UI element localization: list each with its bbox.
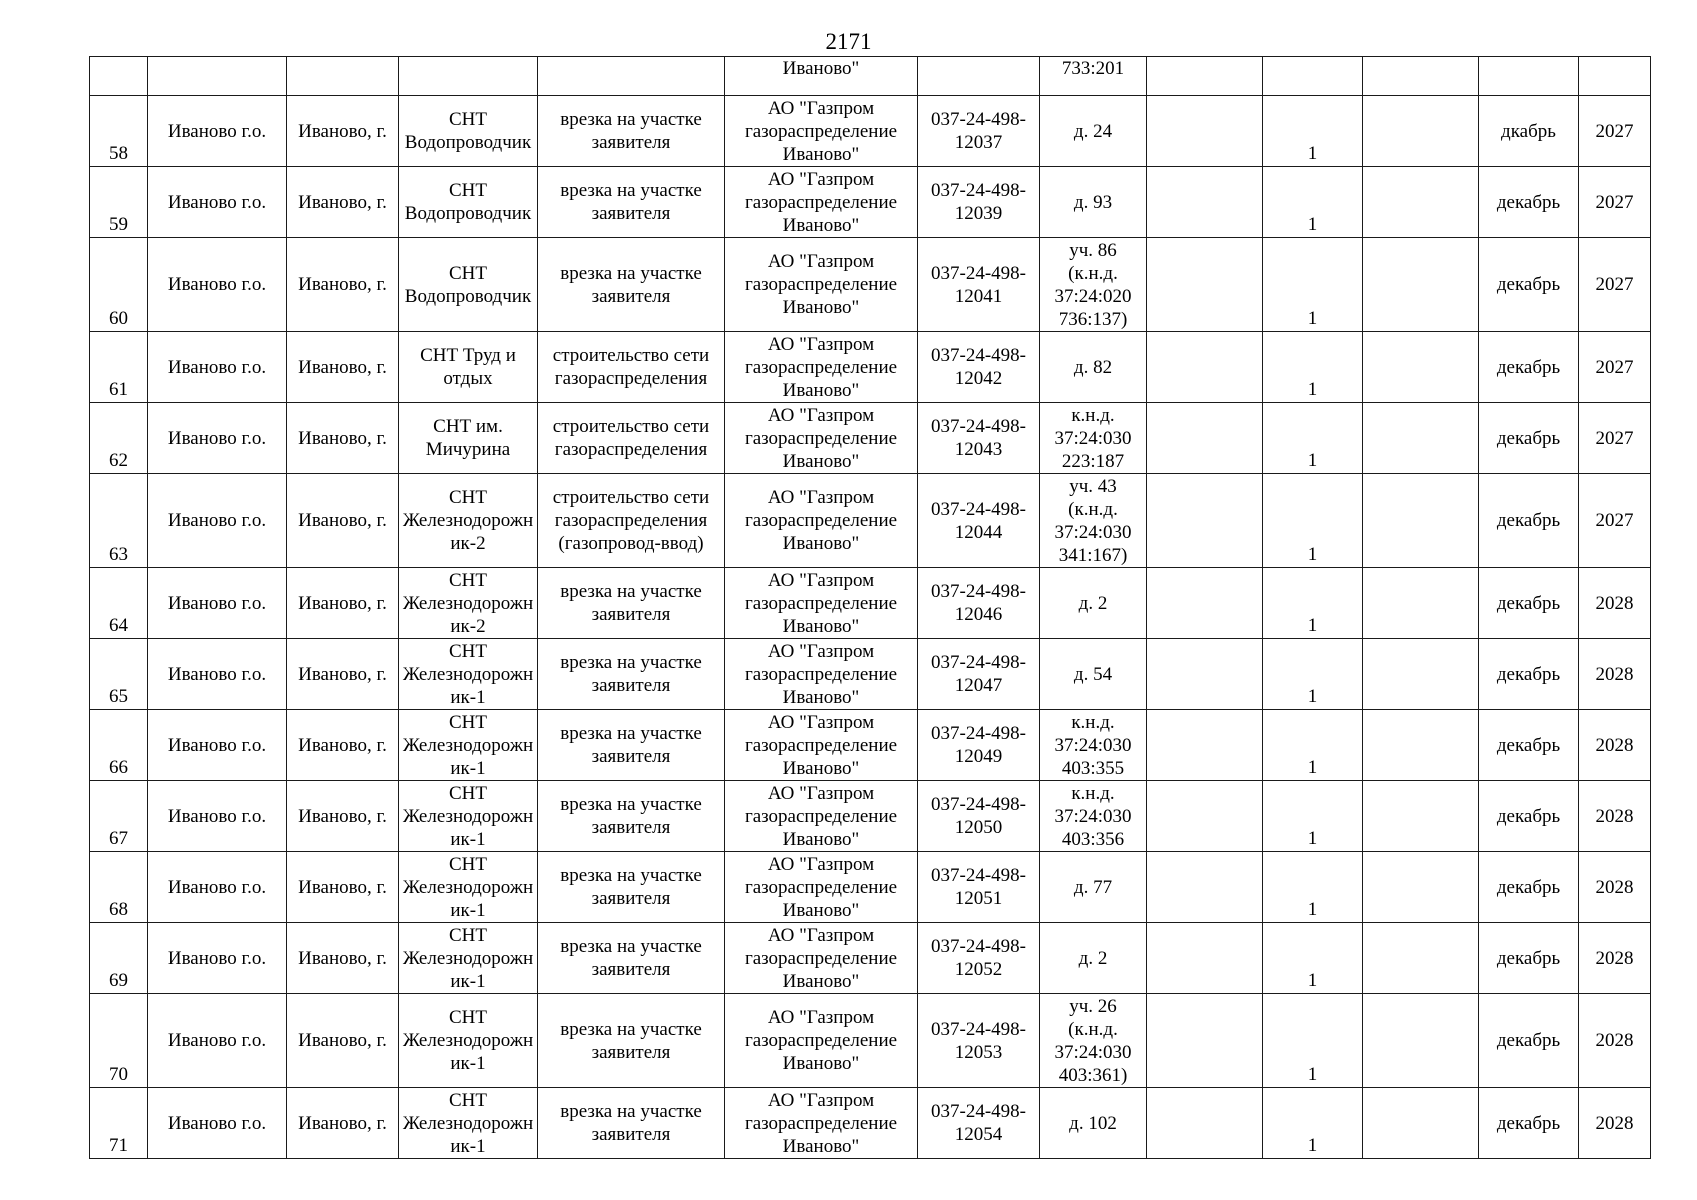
cell-code: 037-24-498-12041 (918, 238, 1040, 332)
cell-month: декабрь (1479, 332, 1579, 403)
cell-object: д. 2 (1040, 568, 1147, 639)
cell-quantity: 1 (1263, 994, 1363, 1088)
cell-provider: АО "Газпром газораспределение Иваново" (725, 96, 918, 167)
cell-code: 037-24-498-12054 (918, 1088, 1040, 1159)
cell-provider: АО "Газпром газораспределение Иваново" (725, 238, 918, 332)
cell-month: декабрь (1479, 781, 1579, 852)
cell-empty (1363, 852, 1479, 923)
table-row (90, 238, 1651, 332)
cell-year: 2028 (1579, 852, 1651, 923)
cell-number: 59 (90, 167, 148, 238)
cell-number: 63 (90, 474, 148, 568)
cell-code: 037-24-498-12043 (918, 403, 1040, 474)
cell-number: 67 (90, 781, 148, 852)
cell-location: СНТ Железнодорожник-1 (399, 1088, 538, 1159)
continuation-row (90, 57, 1651, 96)
cell-empty (1147, 639, 1263, 710)
cell-settlement: Иваново, г. (287, 923, 399, 994)
table-row (90, 994, 1651, 1088)
cell-location: СНТ Железнодорожник-1 (399, 852, 538, 923)
cell-quantity: 1 (1263, 781, 1363, 852)
cell-year: 2027 (1579, 167, 1651, 238)
cell-settlement: Иваново, г. (287, 96, 399, 167)
cell-number: 71 (90, 1088, 148, 1159)
cell-month: декабрь (1479, 710, 1579, 781)
cell-settlement: Иваново, г. (287, 639, 399, 710)
cell-number: 60 (90, 238, 148, 332)
cell-year: 2028 (1579, 710, 1651, 781)
table-row (90, 474, 1651, 568)
cell-provider: АО "Газпром газораспределение Иваново" (725, 639, 918, 710)
cell-empty (1147, 96, 1263, 167)
cell-object: к.н.д. 37:24:030 403:355 (1040, 710, 1147, 781)
cell-empty (918, 57, 1040, 96)
cell-empty (1263, 57, 1363, 96)
cell-provider: АО "Газпром газораспределение Иваново" (725, 852, 918, 923)
cell-location: СНТ Железнодорожник-2 (399, 474, 538, 568)
cell-location: СНТ Труд и отдых (399, 332, 538, 403)
cell-number: 62 (90, 403, 148, 474)
cell-code: 037-24-498-12046 (918, 568, 1040, 639)
cell-empty (1579, 57, 1651, 96)
cell-object: д. 93 (1040, 167, 1147, 238)
cell-work-type: врезка на участке заявителя (538, 167, 725, 238)
cell-provider: АО "Газпром газораспределение Иваново" (725, 568, 918, 639)
cell-work-type: врезка на участке заявителя (538, 96, 725, 167)
cell-location: СНТ Водопроводчик (399, 238, 538, 332)
table-row (90, 639, 1651, 710)
cell-empty (1363, 238, 1479, 332)
cell-empty (1147, 852, 1263, 923)
cell-provider: АО "Газпром газораспределение Иваново" (725, 781, 918, 852)
cell-month: декабрь (1479, 923, 1579, 994)
cell-empty (1363, 639, 1479, 710)
cell-work-type: строительство сети газораспределения (538, 403, 725, 474)
cell-empty (1147, 474, 1263, 568)
cell-number: 65 (90, 639, 148, 710)
cell-municipality: Иваново г.о. (148, 639, 287, 710)
cell-settlement: Иваново, г. (287, 852, 399, 923)
cell-code: 037-24-498-12049 (918, 710, 1040, 781)
cell-number: 70 (90, 994, 148, 1088)
cell-month: декабрь (1479, 852, 1579, 923)
cell-provider: АО "Газпром газораспределение Иваново" (725, 403, 918, 474)
cell-empty (538, 57, 725, 96)
cell-municipality: Иваново г.о. (148, 852, 287, 923)
cell-empty (1363, 332, 1479, 403)
cell-quantity: 1 (1263, 403, 1363, 474)
cell-quantity: 1 (1263, 1088, 1363, 1159)
cell-empty (1147, 332, 1263, 403)
cell-month: декабрь (1479, 238, 1579, 332)
cell-year: 2028 (1579, 639, 1651, 710)
cell-code: 037-24-498-12050 (918, 781, 1040, 852)
cell-municipality: Иваново г.о. (148, 474, 287, 568)
cell-provider: АО "Газпром газораспределение Иваново" (725, 167, 918, 238)
cell-empty (1479, 57, 1579, 96)
cell-number: 58 (90, 96, 148, 167)
cell-quantity: 1 (1263, 639, 1363, 710)
table-row (90, 96, 1651, 167)
cell-empty (1147, 57, 1263, 96)
cell-settlement: Иваново, г. (287, 238, 399, 332)
cell-work-type: врезка на участке заявителя (538, 639, 725, 710)
cell-year: 2028 (1579, 923, 1651, 994)
cell-empty (287, 57, 399, 96)
cell-settlement: Иваново, г. (287, 568, 399, 639)
register-body (90, 57, 1651, 1159)
cell-month: декабрь (1479, 1088, 1579, 1159)
table-row (90, 403, 1651, 474)
cell-location: СНТ Железнодорожник-2 (399, 568, 538, 639)
cell-empty (1147, 568, 1263, 639)
table-row (90, 1088, 1651, 1159)
cell-work-type: врезка на участке заявителя (538, 781, 725, 852)
cell-municipality: Иваново г.о. (148, 238, 287, 332)
cell-object: 733:201 (1040, 57, 1147, 96)
cell-empty (1147, 781, 1263, 852)
cell-empty (399, 57, 538, 96)
page-number: 2171 (825, 29, 872, 54)
cell-quantity: 1 (1263, 923, 1363, 994)
cell-work-type: врезка на участке заявителя (538, 710, 725, 781)
cell-provider: АО "Газпром газораспределение Иваново" (725, 332, 918, 403)
cell-settlement: Иваново, г. (287, 474, 399, 568)
cell-empty (1363, 568, 1479, 639)
cell-empty (1363, 1088, 1479, 1159)
cell-settlement: Иваново, г. (287, 403, 399, 474)
cell-settlement: Иваново, г. (287, 994, 399, 1088)
cell-location: СНТ Железнодорожник-1 (399, 781, 538, 852)
cell-empty (1147, 710, 1263, 781)
cell-object: к.н.д. 37:24:030 223:187 (1040, 403, 1147, 474)
cell-provider: АО "Газпром газораспределение Иваново" (725, 474, 918, 568)
cell-month: дкабрь (1479, 96, 1579, 167)
cell-quantity: 1 (1263, 474, 1363, 568)
cell-municipality: Иваново г.о. (148, 167, 287, 238)
cell-number: 64 (90, 568, 148, 639)
table-row (90, 710, 1651, 781)
cell-location: СНТ Водопроводчик (399, 167, 538, 238)
cell-empty (1363, 710, 1479, 781)
cell-empty (1147, 994, 1263, 1088)
cell-month: декабрь (1479, 474, 1579, 568)
cell-location: СНТ Водопроводчик (399, 96, 538, 167)
cell-location: СНТ им. Мичурина (399, 403, 538, 474)
cell-settlement: Иваново, г. (287, 781, 399, 852)
cell-provider: Иваново" (725, 57, 918, 96)
table-row (90, 852, 1651, 923)
cell-number: 68 (90, 852, 148, 923)
cell-work-type: врезка на участке заявителя (538, 994, 725, 1088)
cell-quantity: 1 (1263, 96, 1363, 167)
cell-object: к.н.д. 37:24:030 403:356 (1040, 781, 1147, 852)
cell-code: 037-24-498-12053 (918, 994, 1040, 1088)
table-row (90, 332, 1651, 403)
cell-work-type: строительство сети газораспределения (538, 332, 725, 403)
cell-work-type: строительство сети газораспределения (газопровод-ввод) (538, 474, 725, 568)
cell-number: 66 (90, 710, 148, 781)
cell-empty (90, 57, 148, 96)
cell-year: 2028 (1579, 568, 1651, 639)
cell-empty (1363, 781, 1479, 852)
cell-number: 69 (90, 923, 148, 994)
cell-empty (1147, 923, 1263, 994)
cell-month: декабрь (1479, 167, 1579, 238)
cell-empty (1363, 994, 1479, 1088)
cell-settlement: Иваново, г. (287, 1088, 399, 1159)
cell-year: 2028 (1579, 1088, 1651, 1159)
cell-provider: АО "Газпром газораспределение Иваново" (725, 1088, 918, 1159)
cell-municipality: Иваново г.о. (148, 96, 287, 167)
cell-location: СНТ Железнодорожник-1 (399, 994, 538, 1088)
cell-year: 2027 (1579, 96, 1651, 167)
cell-work-type: врезка на участке заявителя (538, 1088, 725, 1159)
cell-year: 2028 (1579, 994, 1651, 1088)
cell-object: уч. 26 (к.н.д. 37:24:030 403:361) (1040, 994, 1147, 1088)
cell-quantity: 1 (1263, 710, 1363, 781)
cell-empty (1363, 474, 1479, 568)
cell-settlement: Иваново, г. (287, 167, 399, 238)
cell-work-type: врезка на участке заявителя (538, 568, 725, 639)
cell-municipality: Иваново г.о. (148, 994, 287, 1088)
cell-empty (1147, 1088, 1263, 1159)
cell-year: 2027 (1579, 474, 1651, 568)
cell-municipality: Иваново г.о. (148, 332, 287, 403)
cell-quantity: 1 (1263, 332, 1363, 403)
cell-year: 2027 (1579, 403, 1651, 474)
cell-empty (1363, 923, 1479, 994)
cell-code: 037-24-498-12052 (918, 923, 1040, 994)
table-row (90, 923, 1651, 994)
cell-empty (1363, 403, 1479, 474)
cell-municipality: Иваново г.о. (148, 781, 287, 852)
cell-municipality: Иваново г.о. (148, 710, 287, 781)
table-row (90, 568, 1651, 639)
cell-empty (1147, 403, 1263, 474)
cell-location: СНТ Железнодорожник-1 (399, 639, 538, 710)
cell-month: декабрь (1479, 639, 1579, 710)
cell-object: д. 24 (1040, 96, 1147, 167)
cell-year: 2028 (1579, 781, 1651, 852)
cell-quantity: 1 (1263, 238, 1363, 332)
cell-object: уч. 86 (к.н.д. 37:24:020 736:137) (1040, 238, 1147, 332)
cell-code: 037-24-498-12039 (918, 167, 1040, 238)
cell-municipality: Иваново г.о. (148, 923, 287, 994)
cell-object: д. 82 (1040, 332, 1147, 403)
cell-municipality: Иваново г.о. (148, 568, 287, 639)
cell-empty (1147, 167, 1263, 238)
cell-location: СНТ Железнодорожник-1 (399, 710, 538, 781)
cell-work-type: врезка на участке заявителя (538, 923, 725, 994)
cell-quantity: 1 (1263, 167, 1363, 238)
cell-object: д. 77 (1040, 852, 1147, 923)
cell-code: 037-24-498-12042 (918, 332, 1040, 403)
cell-code: 037-24-498-12044 (918, 474, 1040, 568)
cell-month: декабрь (1479, 568, 1579, 639)
cell-work-type: врезка на участке заявителя (538, 238, 725, 332)
cell-code: 037-24-498-12047 (918, 639, 1040, 710)
cell-code: 037-24-498-12051 (918, 852, 1040, 923)
cell-empty (1363, 57, 1479, 96)
cell-provider: АО "Газпром газораспределение Иваново" (725, 994, 918, 1088)
cell-municipality: Иваново г.о. (148, 1088, 287, 1159)
cell-object: уч. 43 (к.н.д. 37:24:030 341:167) (1040, 474, 1147, 568)
cell-year: 2027 (1579, 238, 1651, 332)
cell-object: д. 102 (1040, 1088, 1147, 1159)
cell-year: 2027 (1579, 332, 1651, 403)
cell-provider: АО "Газпром газораспределение Иваново" (725, 923, 918, 994)
cell-empty (1147, 238, 1263, 332)
cell-empty (148, 57, 287, 96)
cell-month: декабрь (1479, 403, 1579, 474)
register-table (89, 56, 1651, 1159)
table-row (90, 167, 1651, 238)
cell-object: д. 2 (1040, 923, 1147, 994)
cell-code: 037-24-498-12037 (918, 96, 1040, 167)
cell-settlement: Иваново, г. (287, 710, 399, 781)
cell-quantity: 1 (1263, 852, 1363, 923)
cell-month: декабрь (1479, 994, 1579, 1088)
cell-municipality: Иваново г.о. (148, 403, 287, 474)
cell-object: д. 54 (1040, 639, 1147, 710)
cell-number: 61 (90, 332, 148, 403)
cell-provider: АО "Газпром газораспределение Иваново" (725, 710, 918, 781)
cell-empty (1363, 167, 1479, 238)
cell-location: СНТ Железнодорожник-1 (399, 923, 538, 994)
cell-empty (1363, 96, 1479, 167)
cell-work-type: врезка на участке заявителя (538, 852, 725, 923)
table-row (90, 781, 1651, 852)
cell-quantity: 1 (1263, 568, 1363, 639)
cell-settlement: Иваново, г. (287, 332, 399, 403)
